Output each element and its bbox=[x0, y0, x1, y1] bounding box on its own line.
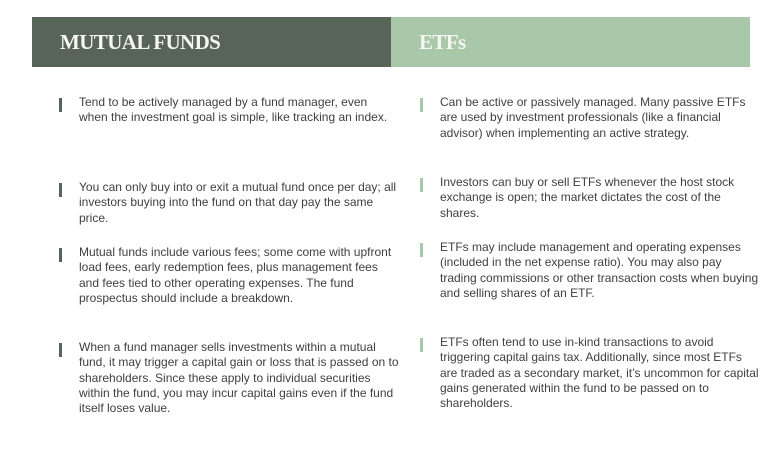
item-text: When a fund manager sells investments within a mutual fund, it may trigger a capital gain or loss that is passed on to shareholders. Since these apply to individual securities within the fund, you may incur capital gains even if the fund itself loses value. bbox=[79, 340, 399, 416]
bullet-bar-icon bbox=[59, 98, 62, 112]
bullet-bar-icon bbox=[59, 183, 62, 197]
bullet-bar-icon bbox=[420, 178, 423, 192]
comparison-header bbox=[32, 17, 750, 67]
mutual-funds-header bbox=[32, 17, 391, 67]
item-text: ETFs may include management and operating expenses (included in the net expense ratio). You may also pay trading commissions or other transaction costs when buying and selling shares of an ETF. bbox=[440, 240, 759, 300]
bullet-bar-icon bbox=[420, 243, 423, 257]
item-text: Tend to be actively managed by a fund manager, even when the investment goal is simple, like tracking an index. bbox=[79, 95, 388, 125]
item-text: Can be active or passively managed. Many passive ETFs are used by investment professionals (like a financial advisor) when implementing an active strategy. bbox=[440, 95, 746, 140]
etfs-header bbox=[391, 17, 750, 67]
bullet-bar-icon bbox=[59, 343, 62, 357]
bullet-bar-icon bbox=[420, 98, 423, 112]
item-text: You can only buy into or exit a mutual fund once per day; all investors buying into the fund on that day pay the same price. bbox=[79, 180, 397, 225]
bullet-bar-icon bbox=[59, 248, 62, 262]
mutual-funds-title: MUTUAL FUNDS bbox=[60, 29, 221, 54]
item-text: Investors can buy or sell ETFs whenever the host stock exchange is open; the market dictates the cost of the shares. bbox=[440, 175, 735, 220]
item-text: Mutual funds include various fees; some come with upfront load fees, early redemption fees, plus management fees and fees tied to other operating expenses. The fund prospectus should include a breakdown. bbox=[79, 245, 392, 305]
etfs-title: ETFs bbox=[419, 29, 466, 54]
item-text: ETFs often tend to use in-kind transactions to avoid triggering capital gains tax. Additionally, since most ETFs are traded as a secondary market, it’s uncommon for capital gains generated within the fund to be passed on to shareholders. bbox=[440, 335, 759, 411]
bullet-bar-icon bbox=[420, 338, 423, 352]
